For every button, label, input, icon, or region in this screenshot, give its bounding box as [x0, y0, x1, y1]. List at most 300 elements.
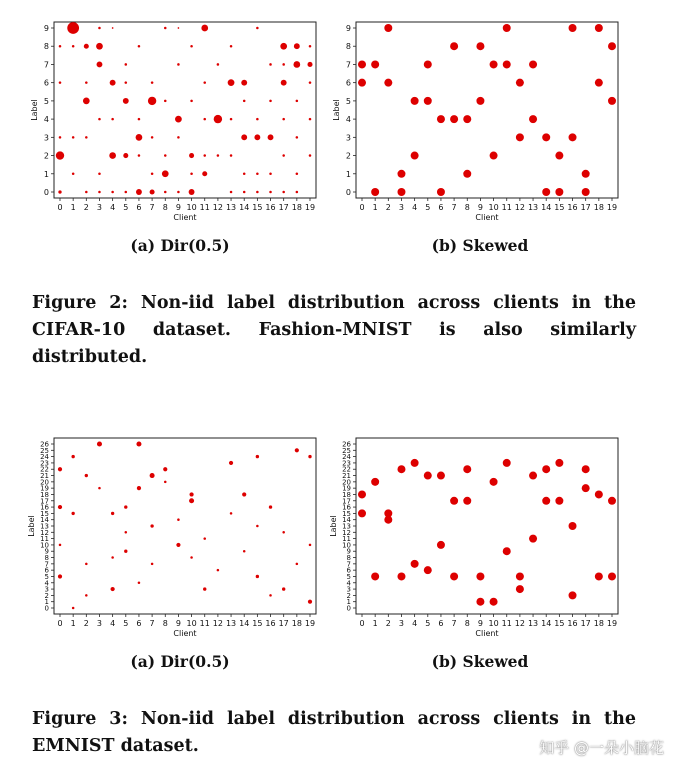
y-tick-label: 9: [345, 24, 351, 33]
x-tick-label: 13: [225, 619, 237, 628]
x-tick-label: 10: [488, 619, 499, 628]
data-point: [282, 63, 285, 66]
x-tick-label: 11: [199, 203, 210, 212]
data-point: [555, 188, 563, 196]
data-point: [542, 188, 550, 196]
x-tick-label: 8: [464, 203, 470, 212]
figure3-subcaption-b: (b) Skewed: [431, 652, 529, 671]
data-point: [217, 63, 220, 66]
chart-dir-cifar: [28, 18, 328, 228]
y-tick-label: 7: [44, 560, 49, 569]
data-point: [569, 522, 577, 530]
data-point: [67, 22, 79, 34]
x-tick-label: 11: [501, 619, 512, 628]
x-tick-label: 11: [501, 203, 512, 212]
data-point: [595, 572, 603, 580]
data-point: [256, 525, 259, 528]
x-tick-label: 7: [149, 203, 155, 212]
y-tick-label: 11: [342, 535, 351, 544]
data-point: [608, 97, 616, 105]
x-tick-label: 13: [225, 203, 237, 212]
x-tick-label: 17: [278, 619, 289, 628]
y-tick-label: 9: [44, 547, 49, 556]
data-point: [58, 467, 62, 471]
data-point: [136, 134, 143, 141]
data-point: [164, 481, 167, 484]
data-point: [282, 531, 285, 534]
y-tick-label: 5: [346, 572, 351, 581]
y-tick-label: 22: [342, 465, 351, 474]
data-point: [138, 154, 141, 157]
data-point: [150, 473, 155, 478]
data-point: [202, 171, 207, 176]
x-tick-label: 6: [136, 619, 142, 628]
y-tick-label: 18: [40, 490, 49, 499]
y-axis-label: Label: [27, 515, 36, 537]
data-point: [281, 80, 287, 86]
data-point: [98, 27, 101, 30]
y-tick-label: 0: [43, 188, 49, 197]
data-point: [295, 448, 299, 452]
y-tick-label: 1: [346, 598, 351, 607]
data-point: [72, 173, 75, 176]
y-tick-label: 3: [43, 133, 49, 143]
data-point: [463, 115, 471, 123]
y-tick-label: 8: [345, 42, 351, 52]
data-point: [256, 27, 259, 30]
data-point: [358, 79, 366, 87]
y-tick-label: 13: [342, 522, 351, 531]
x-tick-label: 14: [239, 203, 250, 212]
x-tick-label: 19: [606, 619, 618, 628]
data-point: [411, 560, 419, 568]
y-tick-label: 19: [40, 484, 49, 493]
data-point: [71, 512, 74, 515]
data-point: [595, 490, 603, 498]
x-tick-label: 6: [438, 203, 444, 212]
data-point: [309, 45, 312, 48]
y-tick-label: 6: [345, 78, 351, 88]
data-point: [582, 170, 590, 178]
y-tick-label: 2: [43, 151, 49, 161]
data-point: [309, 544, 312, 547]
data-point: [109, 152, 116, 159]
y-tick-label: 6: [346, 566, 351, 575]
data-point: [228, 79, 235, 86]
data-point: [476, 42, 484, 50]
y-tick-label: 15: [40, 509, 49, 518]
y-tick-label: 9: [346, 547, 351, 556]
data-point: [529, 535, 537, 543]
data-point: [358, 509, 366, 517]
data-point: [164, 191, 167, 194]
x-tick-label: 19: [304, 203, 316, 212]
data-point: [269, 173, 272, 176]
data-point: [138, 45, 141, 48]
x-tick-label: 15: [554, 619, 565, 628]
data-point: [569, 133, 577, 141]
data-point: [137, 486, 141, 490]
data-point: [503, 24, 511, 32]
data-point: [85, 594, 88, 597]
x-tick-label: 16: [265, 203, 276, 212]
y-tick-label: 2: [345, 151, 351, 161]
data-point: [256, 575, 259, 578]
plot-frame: [54, 438, 316, 614]
y-tick-label: 14: [342, 516, 351, 525]
data-point: [490, 478, 498, 486]
data-point: [296, 191, 299, 194]
x-tick-label: 5: [425, 203, 431, 212]
data-point: [503, 547, 511, 555]
data-point: [595, 24, 603, 32]
data-point: [358, 60, 366, 68]
x-tick-label: 14: [541, 203, 552, 212]
data-point: [608, 497, 616, 505]
data-point: [307, 62, 312, 67]
data-point: [582, 188, 590, 196]
data-point: [503, 60, 511, 68]
y-tick-label: 13: [40, 522, 49, 531]
data-point: [293, 61, 300, 68]
data-point: [371, 60, 379, 68]
data-point: [608, 572, 616, 580]
y-tick-label: 2: [346, 591, 351, 600]
x-tick-label: 14: [239, 619, 250, 628]
y-tick-label: 5: [345, 96, 351, 106]
x-tick-label: 9: [175, 619, 181, 628]
data-point: [424, 566, 432, 574]
x-tick-label: 8: [162, 619, 168, 628]
data-point: [72, 136, 75, 139]
data-point: [190, 100, 193, 103]
x-tick-label: 12: [212, 203, 223, 212]
data-point: [190, 45, 193, 48]
x-tick-label: 4: [110, 619, 116, 628]
data-point: [397, 465, 405, 473]
x-tick-label: 5: [123, 619, 129, 628]
data-point: [542, 465, 550, 473]
x-tick-label: 1: [70, 203, 76, 212]
y-tick-label: 25: [342, 446, 351, 455]
data-point: [71, 455, 74, 458]
data-point: [529, 115, 537, 123]
data-point: [269, 100, 272, 103]
x-tick-label: 19: [606, 203, 618, 212]
data-point: [136, 189, 142, 195]
data-point: [230, 154, 233, 157]
data-point: [189, 153, 194, 158]
y-tick-label: 3: [346, 585, 351, 594]
figure3-subcaption-a: (a) Dir(0.5): [130, 652, 230, 671]
data-point: [371, 188, 379, 196]
y-tick-label: 21: [40, 472, 49, 481]
data-point: [203, 537, 206, 540]
x-tick-label: 2: [385, 203, 391, 212]
data-point: [203, 81, 206, 84]
y-tick-label: 5: [43, 96, 49, 106]
x-tick-label: 9: [477, 203, 483, 212]
data-point: [189, 189, 195, 195]
data-point: [125, 191, 128, 194]
data-point: [296, 100, 299, 103]
plot-frame: [356, 22, 618, 198]
data-point: [123, 153, 128, 158]
data-point: [254, 134, 260, 140]
data-point: [241, 80, 247, 86]
y-tick-label: 2: [44, 591, 49, 600]
x-tick-label: 1: [372, 203, 378, 212]
data-point: [242, 492, 246, 496]
data-point: [150, 189, 155, 194]
data-point: [371, 572, 379, 580]
x-tick-label: 18: [291, 619, 302, 628]
data-point: [111, 556, 114, 559]
x-tick-label: 9: [175, 203, 181, 212]
x-tick-label: 1: [70, 619, 76, 628]
data-point: [490, 152, 498, 160]
y-tick-label: 22: [40, 465, 49, 474]
y-tick-label: 1: [345, 169, 351, 179]
data-point: [150, 524, 153, 527]
data-point: [555, 497, 563, 505]
data-point: [111, 512, 114, 515]
data-point: [125, 531, 128, 534]
data-point: [217, 154, 220, 157]
x-tick-label: 0: [57, 203, 63, 212]
data-point: [384, 24, 392, 32]
x-tick-label: 2: [83, 203, 89, 212]
y-tick-label: 20: [40, 478, 49, 487]
data-point: [309, 118, 312, 121]
data-point: [56, 151, 64, 159]
data-point: [529, 60, 537, 68]
data-point: [85, 474, 88, 477]
data-point: [59, 45, 62, 48]
data-point: [490, 598, 498, 606]
x-tick-label: 15: [252, 619, 263, 628]
x-tick-label: 3: [96, 203, 103, 212]
data-point: [85, 81, 88, 84]
data-point: [282, 154, 285, 157]
y-tick-label: 10: [40, 541, 49, 550]
x-tick-label: 0: [359, 619, 365, 628]
data-point: [203, 587, 206, 590]
y-tick-label: 26: [342, 440, 351, 449]
y-tick-label: 26: [40, 440, 49, 449]
x-tick-label: 13: [527, 619, 539, 628]
x-tick-label: 17: [278, 203, 289, 212]
x-tick-label: 0: [57, 619, 63, 628]
x-tick-label: 3: [96, 619, 103, 628]
x-tick-label: 12: [212, 619, 223, 628]
x-tick-label: 0: [359, 203, 365, 212]
data-point: [124, 550, 127, 553]
figure3-caption: Figure 3: Non-iid label distribution across clients in the EMNIST dataset.: [32, 709, 636, 756]
data-point: [516, 79, 524, 87]
data-point: [384, 79, 392, 87]
data-point: [296, 563, 299, 566]
data-point: [111, 191, 114, 194]
data-point: [230, 118, 233, 121]
data-point: [503, 459, 511, 467]
x-tick-label: 12: [514, 619, 525, 628]
data-point: [463, 465, 471, 473]
x-tick-label: 6: [136, 203, 142, 212]
data-point: [595, 79, 603, 87]
data-point: [162, 170, 169, 177]
data-point: [542, 497, 550, 505]
y-tick-label: 19: [342, 484, 351, 493]
data-point: [450, 115, 458, 123]
data-point: [112, 27, 114, 29]
data-point: [110, 80, 116, 86]
data-point: [230, 191, 233, 194]
data-point: [269, 594, 272, 597]
figure2-subcaption-a: (a) Dir(0.5): [130, 236, 230, 255]
y-tick-label: 12: [342, 528, 351, 537]
x-axis-label: Client: [173, 213, 197, 222]
data-point: [296, 136, 299, 139]
data-point: [230, 45, 233, 48]
data-point: [569, 591, 577, 599]
data-point: [384, 509, 392, 517]
data-point: [203, 118, 206, 121]
data-point: [371, 478, 379, 486]
x-tick-label: 10: [488, 203, 499, 212]
x-tick-label: 5: [425, 619, 431, 628]
data-point: [190, 556, 193, 559]
data-point: [529, 472, 537, 480]
data-point: [125, 63, 128, 66]
y-tick-label: 25: [40, 446, 49, 455]
y-tick-label: 0: [345, 188, 351, 197]
data-point: [72, 607, 75, 610]
data-point: [463, 497, 471, 505]
data-point: [214, 115, 222, 123]
x-tick-label: 18: [291, 203, 302, 212]
data-point: [256, 173, 259, 176]
y-tick-label: 6: [43, 78, 49, 88]
y-tick-label: 4: [346, 579, 351, 588]
data-point: [98, 173, 101, 176]
y-tick-label: 6: [44, 566, 49, 575]
data-point: [358, 490, 366, 498]
data-point: [463, 170, 471, 178]
x-tick-label: 10: [186, 203, 197, 212]
data-point: [309, 81, 312, 84]
data-point: [229, 461, 233, 465]
data-point: [450, 497, 458, 505]
data-point: [164, 154, 167, 157]
x-tick-label: 2: [385, 619, 391, 628]
x-tick-label: 13: [527, 203, 539, 212]
x-tick-label: 3: [398, 619, 405, 628]
y-tick-label: 14: [40, 516, 49, 525]
data-point: [177, 136, 180, 139]
x-tick-label: 17: [580, 619, 591, 628]
data-point: [437, 472, 445, 480]
data-point: [230, 512, 233, 515]
data-point: [59, 136, 62, 139]
data-point: [151, 563, 154, 566]
x-tick-label: 18: [593, 203, 604, 212]
data-point: [397, 170, 405, 178]
figure2-caption: Figure 2: Non-iid label distribution across clients in the CIFAR-10 dataset. Fashion-MNIST is also similarly distributed.: [32, 293, 636, 367]
data-point: [296, 173, 299, 176]
x-tick-label: 16: [265, 619, 276, 628]
data-point: [190, 173, 193, 176]
data-point: [608, 42, 616, 50]
y-tick-label: 4: [345, 115, 351, 125]
data-point: [555, 152, 563, 160]
data-point: [490, 60, 498, 68]
data-point: [437, 115, 445, 123]
x-tick-label: 12: [514, 203, 525, 212]
data-point: [424, 97, 432, 105]
y-tick-label: 1: [43, 169, 49, 179]
data-point: [256, 118, 259, 121]
x-tick-label: 17: [580, 203, 591, 212]
x-tick-label: 11: [199, 619, 210, 628]
data-point: [177, 191, 180, 194]
chart-skewed-cifar: [330, 18, 630, 228]
x-tick-label: 1: [372, 619, 378, 628]
data-point: [243, 100, 246, 103]
data-point: [123, 98, 129, 104]
data-point: [269, 63, 272, 66]
plot-frame: [356, 438, 618, 614]
y-axis-label: Label: [30, 99, 39, 121]
x-tick-label: 2: [83, 619, 89, 628]
data-point: [282, 118, 285, 121]
data-point: [59, 544, 62, 547]
data-point: [59, 81, 62, 84]
y-tick-label: 12: [40, 528, 49, 537]
y-tick-label: 18: [342, 490, 351, 499]
x-axis-label: Client: [475, 629, 499, 638]
y-tick-label: 24: [342, 453, 351, 462]
data-point: [476, 97, 484, 105]
x-tick-label: 7: [451, 619, 457, 628]
x-axis-label: Client: [475, 213, 499, 222]
y-tick-label: 5: [44, 572, 49, 581]
data-point: [138, 118, 141, 121]
y-tick-label: 3: [44, 585, 49, 594]
data-point: [85, 136, 88, 139]
data-point: [437, 541, 445, 549]
data-point: [84, 44, 89, 49]
data-point: [516, 585, 524, 593]
data-point: [97, 441, 102, 446]
data-point: [138, 582, 141, 585]
data-point: [201, 25, 208, 32]
data-point: [424, 60, 432, 68]
data-point: [83, 98, 90, 105]
x-tick-label: 7: [451, 203, 457, 212]
data-point: [450, 42, 458, 50]
y-tick-label: 7: [346, 560, 351, 569]
data-point: [151, 173, 154, 176]
x-tick-label: 4: [110, 203, 116, 212]
data-point: [582, 465, 590, 473]
x-tick-label: 15: [252, 203, 263, 212]
data-point: [243, 173, 246, 176]
data-point: [308, 455, 311, 458]
data-point: [151, 136, 154, 139]
y-tick-label: 16: [342, 503, 351, 512]
data-point: [516, 572, 524, 580]
